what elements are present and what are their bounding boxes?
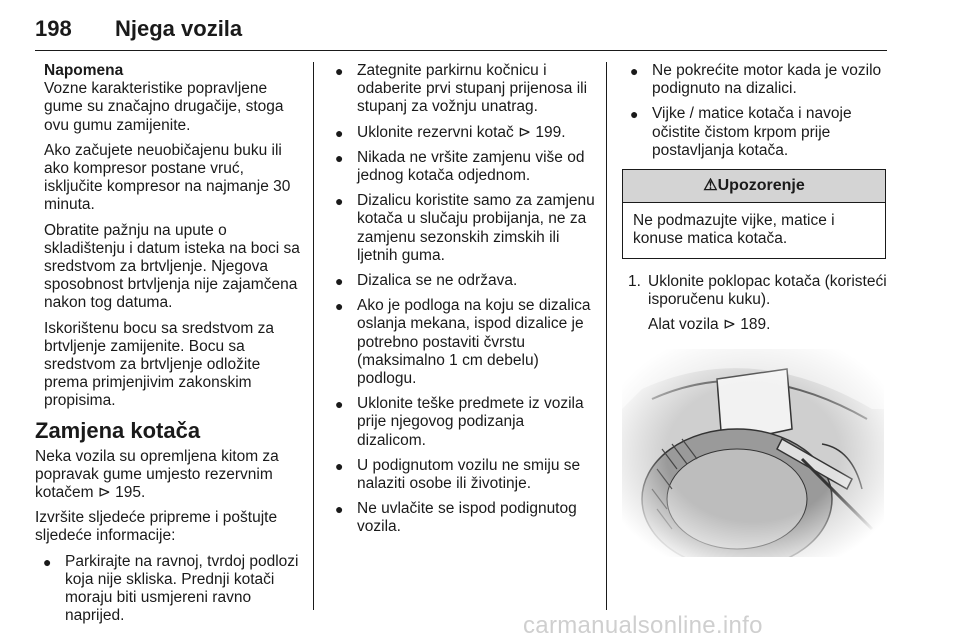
list-item: ● Zategnite parkirnu kočnicu i odaberite prvi stupanj prijenosa ili stupanj za vožnju unatrag. bbox=[335, 62, 588, 116]
note-paragraph: Obratite pažnju na upute o skladištenju i datum isteka na boci sa sredstvom za brtvljenje. Njegova sposobnost brtvljenja nije zajamčena nakon tog datuma. bbox=[44, 221, 300, 312]
column-divider bbox=[313, 62, 314, 610]
intro-paragraph: Neka vozila su opremljena kitom za popravak gume umjesto rezervnim kotačem ⊳ 195. bbox=[35, 447, 279, 502]
list-item: ● U podignutom vozilu ne smiju se nalaziti osobe ili životinje. bbox=[335, 456, 581, 493]
note-paragraph: Vozne karakteristike popravljene gume su značajno drugačije, stoga ovu gumu zamijenite. bbox=[44, 80, 284, 134]
bullet-list bbox=[327, 62, 595, 537]
warning-title: Upozorenje bbox=[717, 177, 805, 195]
list-item: ● Ako je podloga na koju se dizalica oslanja mekana, ispod dizalice je potrebno postaviti čvrstu (maksimalno 1 cm debelu) podlogu. bbox=[335, 297, 591, 388]
bullet-icon: ● bbox=[335, 149, 344, 166]
warning-triangle-icon: ⚠ bbox=[703, 177, 718, 195]
bullet-icon: ● bbox=[335, 63, 344, 79]
heading-wheel-change: Zamjena kotača bbox=[35, 417, 201, 443]
column-3 bbox=[622, 62, 890, 562]
column-2 bbox=[327, 62, 595, 544]
list-item: ● Nikada ne vršite zamjenu više od jednog kotača odjednom. bbox=[335, 148, 585, 185]
note-paragraph: Ako začujete neuobičajenu buku ili ako kompresor postane vruć, isključite kompresor na najmanje 30 minuta. bbox=[44, 141, 291, 214]
note-title: Napomena bbox=[44, 62, 124, 79]
bullet-list bbox=[622, 62, 890, 160]
wheel-cover-illustration bbox=[622, 349, 884, 557]
page-header bbox=[35, 16, 887, 51]
step-reference: Alat vozila ⊳ 189. bbox=[648, 316, 771, 334]
bullet-icon: ● bbox=[335, 124, 344, 141]
list-item: ● Uklonite teške predmete iz vozila prije njegovog podizanja dizalicom. bbox=[335, 395, 584, 449]
page-number: 198 bbox=[35, 16, 72, 41]
watermark: carmanualsonline.info bbox=[523, 612, 763, 639]
step-1 bbox=[622, 273, 890, 309]
bullet-icon: ● bbox=[335, 193, 344, 210]
step-text: Uklonite poklopac kotača (koristeći isporučenu kuku). bbox=[648, 272, 887, 308]
bullet-icon: ● bbox=[335, 457, 344, 474]
bullet-icon: ● bbox=[43, 553, 52, 570]
list-item: ● Vijke / matice kotača i navoje očistite čistom krpom prije postavljanja kotača. bbox=[630, 105, 852, 159]
warning-box bbox=[622, 169, 886, 259]
list-item: ● Ne uvlačite se ispod podignutog vozila. bbox=[335, 500, 577, 536]
list-item: ● Dizalicu koristite samo za zamjenu kotača u slučaju probijanja, ne za zamjenu sezonskih zimskih ili ljetnih guma. bbox=[335, 192, 595, 264]
column-1 bbox=[35, 62, 303, 632]
bullet-icon: ● bbox=[335, 396, 344, 413]
bullet-icon: ● bbox=[335, 273, 344, 290]
list-item: ● Dizalica se ne održava. bbox=[335, 272, 518, 290]
prep-paragraph: Izvršite sljedeće pripreme i poštujte sljedeće informacije: bbox=[35, 509, 278, 545]
section-title: Njega vozila bbox=[115, 16, 243, 41]
warning-text: Ne podmazujte vijke, matice i konuse matica kotača. bbox=[633, 212, 835, 248]
step-number: 1. bbox=[628, 272, 641, 290]
note-paragraph: Iskorištenu bocu sa sredstvom za brtvljenje zamijenite. Bocu sa sredstvom za brtvljenje odložite prema primjenjivim zakonskim propisima. bbox=[44, 319, 275, 410]
bullet-icon: ● bbox=[630, 106, 639, 123]
list-item: ● Ne pokrećite motor kada je vozilo podignuto na dizalici. bbox=[630, 62, 882, 98]
bullet-list bbox=[35, 553, 303, 626]
bullet-icon: ● bbox=[335, 501, 344, 518]
list-item: ● Parkirajte na ravnoj, tvrdoj podlozi koja nije skliska. Prednji kotači moraju biti usmjereni ravno naprijed. bbox=[43, 552, 299, 625]
list-item: ● Uklonite rezervni kotač ⊳ 199. bbox=[335, 123, 566, 141]
warning-header bbox=[623, 170, 885, 203]
column-divider bbox=[606, 62, 607, 610]
bullet-icon: ● bbox=[335, 298, 344, 315]
bullet-icon: ● bbox=[630, 63, 639, 79]
